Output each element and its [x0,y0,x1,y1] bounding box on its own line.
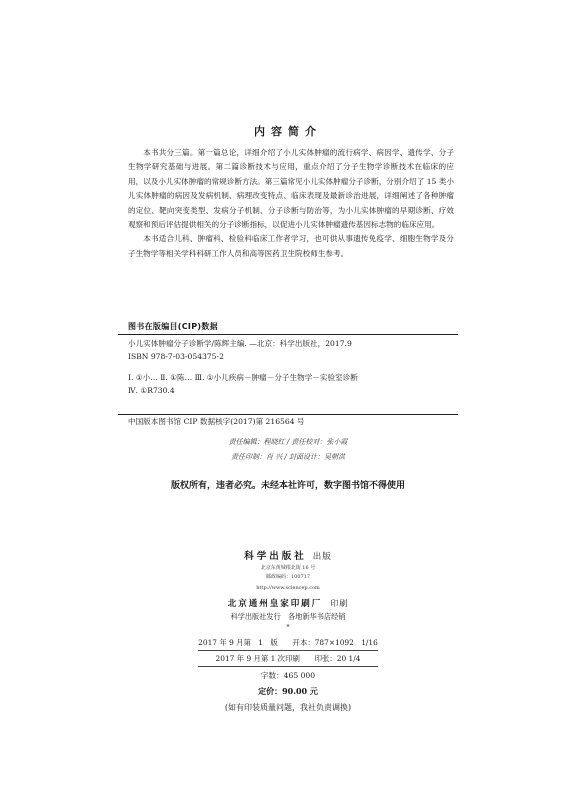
intro-paragraph-1: 本书共分三篇。第一篇总论，详细介绍了小儿实体肿瘤的流行病学、病因学、遗传学、分子生物学研究基础与进展。第二篇诊断技术与应用，重点介绍了分子生物学诊断技术在临床的应用，以及小儿实体肿瘤的常规诊断方法。第三篇常见小儿实体肿瘤分子诊断，分别介绍了 15 类小儿实体肿瘤的病因及发病机制、病理改变特点、临床表现及最新诊治进展，详细阐述了各种肿瘤的定位、靶向突变类型、发病分子机制、分子诊断与防治等，为小儿实体肿瘤的早期诊断、疗效观察和预后评估提供相关的分子诊断指标，以促进小儿实体肿瘤遗传基因标志物的临床应用。 [128,148,454,230]
cip-heading: 图书在版编目(CIP)数据 [128,322,218,331]
publisher-postcode: 邮政编码：100717 [265,574,311,580]
cip-isbn: ISBN 978-7-03-054375-2 [128,351,224,361]
distribution-line: 科学出版社发行 各地新华书店经销 [230,612,346,621]
cip-top-rule [118,334,458,335]
publisher-address: 北京东黄城根北街 16 号 [260,565,316,571]
cip-bottom-rule [118,414,458,415]
publisher-name: 科学出版社 [244,551,307,562]
cip-title-line: 小儿实体肿瘤分子诊断学/陈辉主编. —北京：科学出版社，2017.9 [128,339,352,348]
cip-classification-line: Ⅰ. ①小… Ⅱ. ①陈… Ⅲ. ①小儿疾病－肿瘤－分子生物学－实验室诊断 [128,373,358,383]
staff-production: 责任印制：肖 兴 / 封面设计：吴朝洪 [230,453,346,461]
printer-line [0,597,576,609]
publisher-tail: 出版 [312,552,332,562]
word-count: 字数：465 000 [260,671,316,680]
intro-paragraph-2: 本书适合儿科、肿瘤科、检验科临床工作者学习，也可供从事遗传免疫学、细胞生物学及分子生物学等相关学科科研工作人员和高等医药卫生院校师生参考。 [128,234,454,258]
copyright-notice: 版权所有，违者必究。未经本社许可，数字图书馆不得使用 [170,481,405,491]
price: 定价：90.00 元 [258,686,318,696]
cip-body [128,338,454,397]
cip-record-number: 中国版本图书馆 CIP 数据核字(2017)第 216564 号 [128,417,305,426]
intro-title: 内容简介 [254,125,322,138]
separator-star: * [286,624,290,631]
cip-class-number: Ⅳ. ①R730.4 [128,385,175,395]
quality-notice: (如有印装质量问题，我社负责调换) [224,703,352,712]
publisher-line [0,548,576,562]
publisher-website: http://www.sciencep.com [256,585,320,591]
staff-editors: 责任编辑：程晓红 / 责任校对：张小霞 [228,438,348,446]
intro-body [128,146,454,261]
spec-rule-2 [198,666,378,667]
spec-rule-1 [198,650,378,651]
edition-line: 2017 年 9 月第 1 版 开本：787×1092 1/16 [198,638,378,647]
printing-line: 2017 年 9 月第 1 次印刷 印张：20 1/4 [215,654,361,663]
printer-tail: 印刷 [330,599,349,608]
printer-name: 北京通州皇家印刷厂 [227,599,323,609]
